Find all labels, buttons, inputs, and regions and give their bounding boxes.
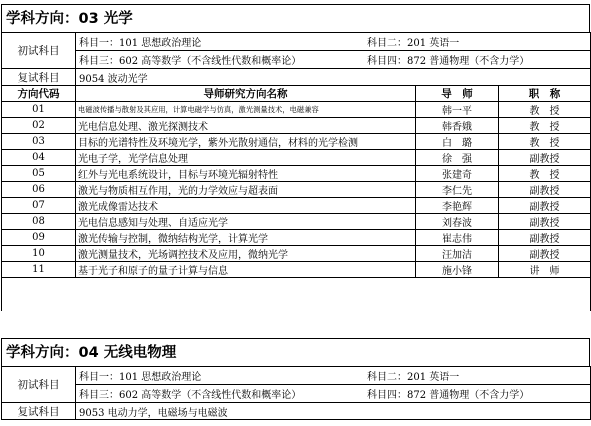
tutor-name: 刘春波 xyxy=(416,214,499,230)
subject-1: 科目一：101 思想政治理论 xyxy=(79,372,202,383)
direction-code: 02 xyxy=(2,118,76,134)
direction-code: 07 xyxy=(2,198,76,214)
prelim-subjects-a xyxy=(76,367,591,385)
header-tutor: 导 师 xyxy=(416,86,499,102)
subject-4: 科目四：872 普通物理（不含力学） xyxy=(367,56,530,67)
table-row xyxy=(2,134,591,150)
table-row xyxy=(2,214,591,230)
radio-physics-table xyxy=(1,366,591,420)
direction-code: 11 xyxy=(2,262,76,278)
subject-3: 科目三：602 高等数学（不含线性代数和概率论） xyxy=(79,390,302,401)
table-row xyxy=(2,182,591,198)
prelim-subjects-b xyxy=(76,385,591,403)
direction-code: 08 xyxy=(2,214,76,230)
header-rank: 职 称 xyxy=(499,86,591,102)
tutor-name: 崔志伟 xyxy=(416,230,499,246)
tutor-rank: 副教授 xyxy=(499,230,591,246)
direction-name: 光电信息处理、激光探测技术 xyxy=(76,118,416,134)
prelim-row-2 xyxy=(2,51,591,69)
prelim-label: 初试科目 xyxy=(2,33,76,69)
tutor-rank: 教 授 xyxy=(499,102,591,118)
prelim-label: 初试科目 xyxy=(2,367,76,403)
tutor-rank: 副教授 xyxy=(499,246,591,262)
direction-name: 光电子学，光学信息处理 xyxy=(76,150,416,166)
tutor-name: 汪加洁 xyxy=(416,246,499,262)
subject-3: 科目三：602 高等数学（不含线性代数和概率论） xyxy=(79,56,302,67)
header-name: 导师研究方向名称 xyxy=(76,86,416,102)
tutor-name: 韩一平 xyxy=(416,102,499,118)
tutor-rank: 副教授 xyxy=(499,150,591,166)
tutor-rank: 讲 师 xyxy=(499,262,591,278)
direction-code: 01 xyxy=(2,102,76,118)
table-row xyxy=(2,230,591,246)
tutor-rank: 教 授 xyxy=(499,118,591,134)
header-code: 方向代码 xyxy=(2,86,76,102)
optics-table xyxy=(1,32,591,311)
table-row xyxy=(2,166,591,182)
retest-row xyxy=(2,69,591,86)
direction-code: 03 xyxy=(2,134,76,150)
subject-4: 科目四：872 普通物理（不含力学） xyxy=(367,390,530,401)
direction-code: 10 xyxy=(2,246,76,262)
table-row xyxy=(2,118,591,134)
tutor-name: 韩香娥 xyxy=(416,118,499,134)
tutor-rank: 副教授 xyxy=(499,182,591,198)
retest-label: 复试科目 xyxy=(2,69,76,86)
direction-code: 09 xyxy=(2,230,76,246)
tutor-name: 施小锋 xyxy=(416,262,499,278)
tutor-rank: 副教授 xyxy=(499,214,591,230)
retest-subject: 9053 电动力学，电磁场与电磁波 xyxy=(76,403,591,420)
section-optics xyxy=(1,4,590,311)
direction-name: 激光与物质相互作用，光的力学效应与超表面 xyxy=(76,182,416,198)
direction-name: 光电信息感知与处理、自适应光学 xyxy=(76,214,416,230)
table-row xyxy=(2,246,591,262)
subject-1: 科目一：101 思想政治理论 xyxy=(79,38,202,49)
subject-2: 科目二：201 英语一 xyxy=(367,372,460,383)
direction-name: 激光成像雷达技术 xyxy=(76,198,416,214)
table-row xyxy=(2,150,591,166)
prelim-row-1 xyxy=(2,367,591,385)
section-radio-physics xyxy=(1,338,590,420)
section-title: 学科方向：04 无线电物理 xyxy=(1,338,590,366)
direction-name: 电磁波传播与散射及其应用，计算电磁学与仿真，激光测量技术，电磁兼容 xyxy=(76,102,416,118)
tutor-rank: 副教授 xyxy=(499,198,591,214)
table-header xyxy=(2,86,591,102)
tutor-name: 李仁先 xyxy=(416,182,499,198)
direction-code: 05 xyxy=(2,166,76,182)
direction-name: 红外与光电系统设计，目标与环境光辐射特性 xyxy=(76,166,416,182)
tutor-name: 白 璐 xyxy=(416,134,499,150)
direction-code: 06 xyxy=(2,182,76,198)
prelim-row-2 xyxy=(2,385,591,403)
table-row xyxy=(2,198,591,214)
table-row xyxy=(2,102,591,118)
tutor-rank: 教 授 xyxy=(499,166,591,182)
direction-name: 激光测量技术，光场调控技术及应用，微纳光学 xyxy=(76,246,416,262)
direction-name: 基于光子和原子的量子计算与信息 xyxy=(76,262,416,278)
blank-spacer xyxy=(2,278,591,311)
direction-name: 目标的光谱特性及环境光学，紫外光散射通信，材料的光学检测 xyxy=(76,134,416,150)
direction-code: 04 xyxy=(2,150,76,166)
tutor-rank: 教 授 xyxy=(499,134,591,150)
section-title: 学科方向：03 光学 xyxy=(1,4,590,32)
subject-2: 科目二：201 英语一 xyxy=(367,38,460,49)
tutor-name: 李艳辉 xyxy=(416,198,499,214)
prelim-subjects-a xyxy=(76,33,591,51)
direction-name: 激光传输与控制，微纳结构光学，计算光学 xyxy=(76,230,416,246)
table-row xyxy=(2,262,591,278)
retest-label: 复试科目 xyxy=(2,403,76,420)
tutor-name: 徐 强 xyxy=(416,150,499,166)
retest-row xyxy=(2,403,591,420)
retest-subject: 9054 波动光学 xyxy=(76,69,591,86)
prelim-subjects-b xyxy=(76,51,591,69)
prelim-row-1 xyxy=(2,33,591,51)
tutor-name: 张建奇 xyxy=(416,166,499,182)
